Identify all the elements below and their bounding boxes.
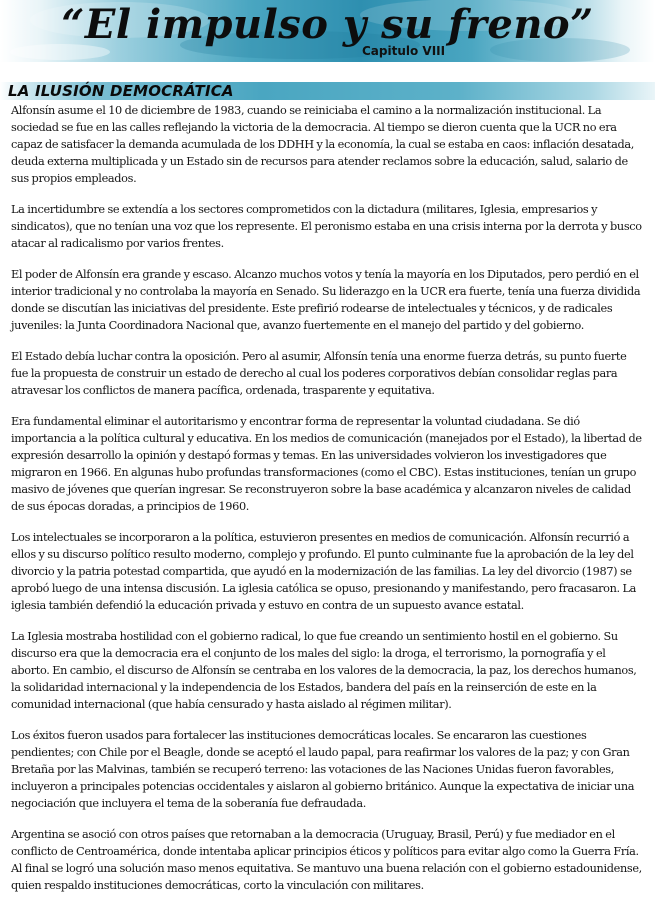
paragraph: Era fundamental eliminar el autoritarismo y encontrar forma de representar la voluntad ciudadana. Se dió importancia a la política cultural y educativa. En los medios de comunicación (manejados por el Estado), la libertad de expresión desarrollo la opinión y destapó formas y temas. En las universidades volvieron los investigadores que migraron en 1966. En algunas hubo profundas transformaciones (como el CBC). Estas instituciones, tenían un grupo masivo de jóvenes que querían ingresar. Se reconstruyeron sobre la base académica y alcanzaron niveles de calidad de sus épocas doradas, a principios de 1960. bbox=[11, 415, 642, 513]
chapter-title: “El impulso y su freno” bbox=[61, 1, 594, 48]
header-banner bbox=[0, 0, 655, 62]
paragraph: La Iglesia mostraba hostilidad con el gobierno radical, lo que fue creando un sentimiento hostil en el gobierno. Su discurso era que la democracia era el conjunto de los males del siglo: la droga, el terrorismo, la pornografía y el aborto. En cambio, el discurso de Alfonsín se centraba en los valores de la democracia, la paz, los derechos humanos, la solidaridad internacional y la independencia de los Estados, bandera del país en la reinserción de este en la comunidad internacional (que había censurado y hasta aislado al régimen militar). bbox=[11, 630, 637, 711]
paragraph: El poder de Alfonsín era grande y escaso. Alcanzo muchos votos y tenía la mayoría en los Diputados, pero perdió en el interior tradicional y no controlaba la mayoría en Senado. Su liderazgo en la UCR era fuerte, tenía una fuerza dividida donde se discutían las iniciativas del presidente. Este prefirió rodearse de intelectuales y técnicos, y de radicales juveniles: la Junta Coordinadora Nacional que, avanzo fuertemente en el manejo del partido y del gobierno. bbox=[11, 268, 641, 332]
paragraph: La incertidumbre se extendía a los sectores comprometidos con la dictadura (militares, Iglesia, empresarios y sindicatos), que no tenían una voz que los represente. El peronismo estaba en una crisis interna por la derrota y busco atacar al radicalismo por varios frentes. bbox=[11, 203, 642, 250]
section-heading: LA ILUSIÓN DEMOCRÁTICA bbox=[8, 82, 234, 100]
paragraph: Argentina se asoció con otros países que retornaban a la democracia (Uruguay, Brasil, Perú) y fue mediador en el conflicto de Centroamérica, donde intentaba aplicar principios éticos y políticos para evitar algo como la Guerra Fría. Al final se logró una solución maso menos equitativa. Se mantuvo una buena relación con el gobierno estadounidense, quien respaldo instituciones democráticas, corto la vinculación con militares. bbox=[11, 828, 642, 892]
paragraph: El Estado debía luchar contra la oposición. Pero al asumir, Alfonsín tenía una enorme fuerza detrás, su punto fuerte fue la propuesta de construir un estado de derecho al cual los poderes corporativos debían consolidar reglas para atravesar los conflictos de manera pacífica, ordenada, trasparente y equitativa. bbox=[11, 350, 627, 397]
paragraph: Los intelectuales se incorporaron a la política, estuvieron presentes en medios de comunicación. Alfonsín recurrió a ellos y su discurso político resulto moderno, complejo y profundo. El punto culminante fue la aprobación de la ley del divorcio y la patria potestad compartida, que ayudó en la modernización de las familias. La ley del divorcio (1987) se aprobó luego de una intensa discusión. La iglesia católica se opuso, presionando y manifestando, pero fracasaron. La iglesia también defendió la educación privada y estuvo en contra de un supuesto avance estatal. bbox=[11, 531, 637, 612]
article-body bbox=[11, 102, 643, 908]
paragraph: Los éxitos fueron usados para fortalecer las instituciones democráticas locales. Se encararon las cuestiones pendientes; con Chile por el Beagle, donde se aceptó el laudo papal, para reafirmar los valores de la paz; y con Gran Bretaña por las Malvinas, también se recuperó terreno: las votaciones de las Naciones Unidas fueron favorables, incluyeron a principales potencias occidentales y aislaron al gobierno británico. Aunque la expectativa de iniciar una negociación que incluyera el tema de la soberanía fue defraudada. bbox=[11, 729, 635, 810]
paragraph: Alfonsín asume el 10 de diciembre de 1983, cuando se reiniciaba el camino a la normalización institucional. La sociedad se fue en las calles reflejando la victoria de la democracia. Al tiempo se dieron cuenta que la UCR no era capaz de satisfacer la demanda acumulada de los DDHH y la economía, la cual se estaba en caos: inflación desatada, deuda externa multiplicada y un Estado sin de recursos para atender reclamos sobre la educación, salud, salario de sus propios empleados. bbox=[11, 104, 635, 185]
chapter-number: Capitulo VIII bbox=[362, 44, 446, 58]
